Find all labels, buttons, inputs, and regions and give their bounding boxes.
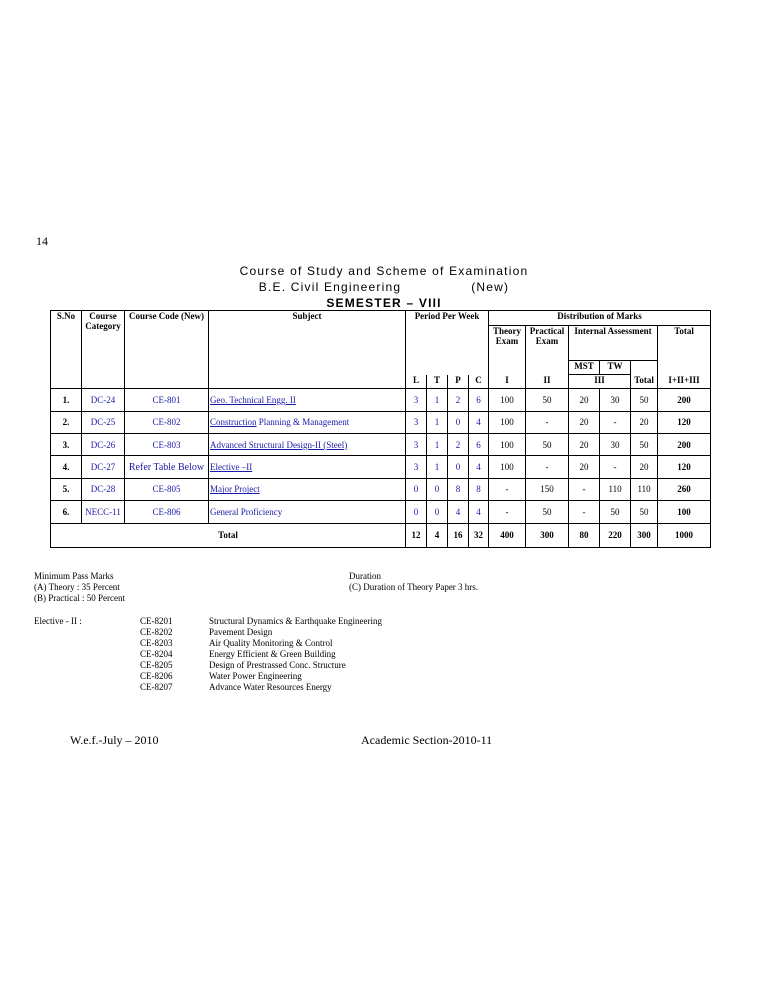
scheme-table: [50, 310, 711, 548]
row-practical: 150: [526, 478, 569, 500]
subject-text: Planning & Management: [256, 417, 350, 428]
row-total: 20: [631, 456, 658, 478]
row-category: DC-24: [82, 389, 125, 411]
row-l: 3: [406, 411, 427, 433]
min-pass-title: Minimum Pass Marks: [34, 571, 114, 581]
min-pass-theory: (A) Theory : 35 Percent: [34, 582, 120, 592]
min-pass-marks: [34, 571, 125, 604]
row-category: DC-26: [82, 434, 125, 456]
row-c: 8: [469, 478, 489, 500]
row-practical: 50: [526, 434, 569, 456]
total-c: 32: [469, 523, 489, 547]
table-row: [51, 389, 711, 411]
row-theory: 100: [489, 434, 526, 456]
header-course-code: Course Code (New): [125, 311, 209, 389]
elective-name: Energy Efficient & Green Building: [209, 649, 336, 659]
elective-codes: [140, 616, 173, 693]
header-l: L: [406, 375, 427, 389]
duration-text: (C) Duration of Theory Paper 3 hrs.: [349, 582, 479, 592]
row-theory: -: [489, 501, 526, 523]
row-total: 110: [631, 478, 658, 500]
row-t: 1: [427, 389, 448, 411]
row-theory: 100: [489, 411, 526, 433]
header-spacer: [631, 360, 658, 374]
elective-code: CE-8203: [140, 638, 173, 648]
elective-code: CE-8204: [140, 649, 173, 659]
header-distribution: Distribution of Marks: [489, 311, 711, 326]
elective-name: Advance Water Resources Energy: [209, 682, 332, 692]
header-c: C: [469, 375, 489, 389]
row-code: Refer Table Below: [125, 456, 209, 478]
subject-link[interactable]: Elective –II: [210, 462, 253, 473]
row-mst: -: [569, 501, 600, 523]
row-p: 2: [448, 434, 469, 456]
row-mst: -: [569, 478, 600, 500]
row-sno: 1.: [51, 389, 82, 411]
header-grand-total: I+II+III: [658, 375, 711, 389]
header-practical-exam: Practical Exam: [526, 326, 569, 375]
elective-code: CE-8205: [140, 660, 173, 670]
row-t: 1: [427, 456, 448, 478]
row-category: DC-28: [82, 478, 125, 500]
row-p: 2: [448, 389, 469, 411]
elective-name: Structural Dynamics & Earthquake Engineering: [209, 616, 382, 626]
row-tw: -: [600, 456, 631, 478]
total-label: Total: [51, 523, 406, 547]
subject-text: General Proficiency: [210, 506, 283, 517]
total-mst: 80: [569, 523, 600, 547]
row-total: 20: [631, 411, 658, 433]
table-row: [51, 411, 711, 433]
row-sno: 4.: [51, 456, 82, 478]
elective-names: [209, 616, 382, 693]
total-total: 300: [631, 523, 658, 547]
header-t: T: [427, 375, 448, 389]
row-code: CE-805: [125, 478, 209, 500]
header-tw: TW: [600, 360, 631, 374]
subject-link[interactable]: Geo. Technical Engg. II: [210, 394, 296, 405]
row-p: 0: [448, 411, 469, 433]
row-total: 50: [631, 389, 658, 411]
duration-title: Duration: [349, 571, 381, 581]
header-internal-assessment: Internal Assessment: [569, 326, 658, 361]
row-t: 0: [427, 501, 448, 523]
header-i: I: [489, 375, 526, 389]
row-sno: 6.: [51, 501, 82, 523]
table-row: [51, 501, 711, 523]
row-category: DC-25: [82, 411, 125, 433]
table-row: [51, 456, 711, 478]
row-mst: 20: [569, 456, 600, 478]
row-practical: -: [526, 411, 569, 433]
header-period-per-week: Period Per Week: [406, 311, 489, 375]
footer-effective-date: W.e.f.-July – 2010: [70, 733, 159, 747]
row-tw: -: [600, 411, 631, 433]
row-grand: 100: [658, 501, 711, 523]
row-t: 1: [427, 434, 448, 456]
total-practical: 300: [526, 523, 569, 547]
row-code: CE-806: [125, 501, 209, 523]
row-mst: 20: [569, 411, 600, 433]
total-row: [51, 523, 711, 547]
elective-code: CE-8206: [140, 671, 173, 681]
footer-academic-section: Academic Section-2010-11: [361, 733, 493, 747]
row-theory: 100: [489, 456, 526, 478]
document-title: Course of Study and Scheme of Examination: [239, 264, 529, 278]
total-theory: 400: [489, 523, 526, 547]
row-l: 3: [406, 456, 427, 478]
row-subject: [209, 478, 406, 500]
table-row: [51, 478, 711, 500]
row-c: 4: [469, 411, 489, 433]
row-tw: 50: [600, 501, 631, 523]
elective-code: CE-8202: [140, 627, 173, 637]
program-name: B.E. Civil Engineering: [258, 280, 402, 294]
row-l: 3: [406, 434, 427, 456]
header-row-1: [51, 311, 711, 326]
row-l: 0: [406, 478, 427, 500]
total-p: 16: [448, 523, 469, 547]
elective-name: Pavement Design: [209, 627, 273, 637]
program-new-tag: (New): [471, 280, 510, 294]
row-l: 0: [406, 501, 427, 523]
header-sno: S.No: [51, 311, 82, 389]
row-code: CE-801: [125, 389, 209, 411]
row-c: 6: [469, 389, 489, 411]
row-theory: -: [489, 478, 526, 500]
row-category: NECC-11: [82, 501, 125, 523]
row-p: 0: [448, 456, 469, 478]
row-subject: [209, 434, 406, 456]
elective-code: CE-8201: [140, 616, 173, 626]
row-t: 1: [427, 411, 448, 433]
subject-link[interactable]: Major Project: [210, 484, 260, 495]
row-total: 50: [631, 501, 658, 523]
row-sno: 5.: [51, 478, 82, 500]
header-p: P: [448, 375, 469, 389]
row-mst: 20: [569, 434, 600, 456]
row-practical: 50: [526, 389, 569, 411]
row-grand: 120: [658, 456, 711, 478]
page-number: 14: [36, 234, 48, 248]
row-tw: 30: [600, 389, 631, 411]
row-grand: 200: [658, 389, 711, 411]
row-practical: -: [526, 456, 569, 478]
header-ii: II: [526, 375, 569, 389]
row-code: CE-802: [125, 411, 209, 433]
elective-label: Elective - II :: [34, 616, 82, 626]
header-course-category: Course Category: [82, 311, 125, 389]
row-subject: [209, 411, 406, 433]
row-t: 0: [427, 478, 448, 500]
subject-link[interactable]: Advanced Structural Design-II (Steel): [210, 439, 348, 450]
row-p: 8: [448, 478, 469, 500]
row-total: 50: [631, 434, 658, 456]
row-subject: [209, 456, 406, 478]
elective-name: Water Power Engineering: [209, 671, 302, 681]
row-category: DC-27: [82, 456, 125, 478]
total-t: 4: [427, 523, 448, 547]
elective-name: Air Quality Monitoring & Control: [209, 638, 333, 648]
table-row: [51, 434, 711, 456]
row-sno: 3.: [51, 434, 82, 456]
row-code: CE-803: [125, 434, 209, 456]
total-tw: 220: [600, 523, 631, 547]
total-l: 12: [406, 523, 427, 547]
semester-title: SEMESTER – VIII: [326, 296, 442, 310]
row-subject: [209, 501, 406, 523]
subject-link[interactable]: Construction: [210, 417, 257, 428]
row-p: 4: [448, 501, 469, 523]
row-practical: 50: [526, 501, 569, 523]
header-mst: MST: [569, 360, 600, 374]
duration-note: [349, 571, 478, 593]
header-total: Total: [658, 326, 711, 375]
row-l: 3: [406, 389, 427, 411]
row-theory: 100: [489, 389, 526, 411]
row-grand: 260: [658, 478, 711, 500]
row-tw: 110: [600, 478, 631, 500]
row-mst: 20: [569, 389, 600, 411]
row-grand: 120: [658, 411, 711, 433]
row-subject: [209, 389, 406, 411]
row-tw: 30: [600, 434, 631, 456]
total-grand: 1000: [658, 523, 711, 547]
header-iii: III: [569, 375, 631, 389]
elective-name: Design of Prestrassed Conc. Structure: [209, 660, 346, 670]
row-c: 4: [469, 501, 489, 523]
row-sno: 2.: [51, 411, 82, 433]
header-theory-exam: Theory Exam: [489, 326, 526, 375]
row-c: 6: [469, 434, 489, 456]
header-subject: Subject: [209, 311, 406, 389]
min-pass-practical: (B) Practical : 50 Percent: [34, 593, 125, 603]
header-total-sub: Total: [631, 375, 658, 389]
row-grand: 200: [658, 434, 711, 456]
elective-code: CE-8207: [140, 682, 173, 692]
program-title: [0, 280, 768, 294]
row-c: 4: [469, 456, 489, 478]
